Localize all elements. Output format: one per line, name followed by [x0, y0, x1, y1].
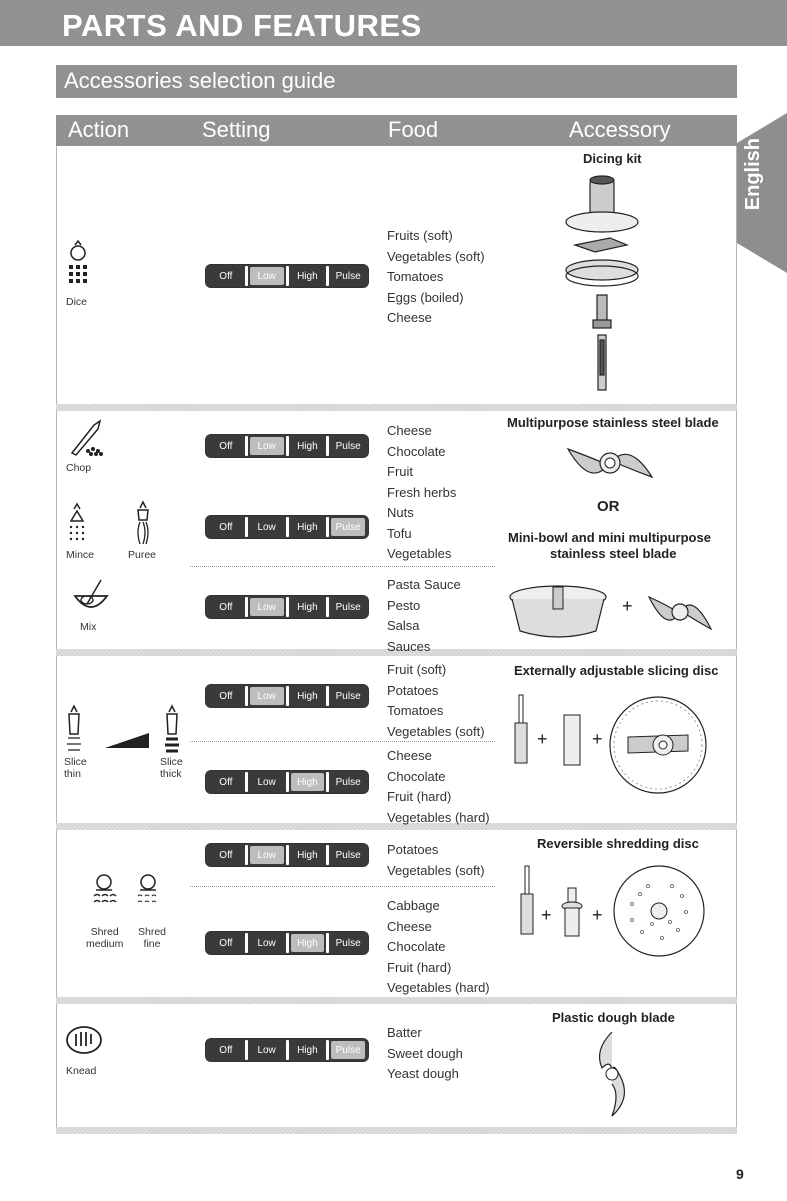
speed-switch-slice-hard: [205, 770, 369, 794]
multipurpose-blade-icon: [560, 437, 660, 492]
shred-fine-icon: [134, 872, 164, 910]
switch-high: High: [297, 849, 318, 861]
action-label-slice-thin: Slice thin: [64, 756, 87, 780]
chop-icon: [66, 417, 106, 457]
action-label-puree: Puree: [128, 549, 157, 561]
switch-low: Low: [257, 937, 276, 949]
action-label-mix: Mix: [80, 621, 97, 633]
slice-thin-icon: [64, 704, 86, 756]
switch-low: Low: [250, 437, 284, 455]
switch-high: High: [297, 440, 318, 452]
puree-icon: [132, 498, 154, 546]
switch-off: Off: [219, 1044, 233, 1056]
switch-high: High: [297, 521, 318, 533]
food-item: Sauces: [387, 638, 431, 654]
speed-switch-slice-soft: [205, 684, 369, 708]
food-list-dice: [387, 226, 485, 329]
switch-pulse: Pulse: [335, 690, 361, 702]
switch-low: Low: [250, 846, 284, 864]
page-number: 9: [736, 1166, 744, 1182]
food-list-mix: [387, 575, 461, 657]
speed-switch-knead: [205, 1038, 369, 1062]
switch-high: High: [297, 1044, 318, 1056]
food-item: Pesto: [387, 597, 421, 613]
food-item: Vegetables (hard): [387, 809, 490, 825]
switch-high: High: [291, 773, 325, 791]
switch-off: Off: [219, 776, 233, 788]
adapter-icon: [562, 715, 582, 767]
or-label: OR: [597, 498, 620, 515]
food-item: Sweet dough: [387, 1045, 463, 1061]
speed-switch-chop: [205, 434, 369, 458]
food-item: Tomatoes: [387, 269, 444, 284]
food-item: Nuts: [387, 505, 414, 520]
switch-low: Low: [250, 687, 284, 705]
subrow-divider: [190, 886, 495, 887]
food-item: Fruit (soft): [387, 662, 447, 677]
mini-bowl-icon: [508, 583, 608, 641]
food-item: Vegetables: [387, 546, 452, 561]
action-label-shred-fine: Shred fine: [138, 926, 167, 950]
switch-pulse: Pulse: [331, 1041, 365, 1059]
accessory-mini-bowl-line2: stainless steel blade: [550, 546, 677, 561]
accessory-shredding-disc: Reversible shredding disc: [537, 836, 699, 851]
food-item: Cheese: [387, 918, 432, 934]
action-label-chop: Chop: [66, 462, 92, 474]
food-item: Vegetables (soft): [387, 723, 485, 739]
switch-pulse: Pulse: [335, 601, 361, 613]
food-item: Chocolate: [387, 443, 446, 459]
plus-sign: +: [592, 729, 603, 749]
accessory-multipurpose-blade: Multipurpose stainless steel blade: [507, 415, 719, 430]
food-item: Potatoes: [387, 682, 439, 698]
switch-off: Off: [219, 270, 233, 282]
food-item: Potatoes: [387, 842, 439, 857]
speed-switch-mince: [205, 515, 369, 539]
column-food: Food: [388, 117, 439, 142]
switch-low: Low: [250, 598, 284, 616]
adapter-icon: [560, 888, 584, 938]
switch-off: Off: [219, 440, 233, 452]
food-list-slice-soft: [387, 660, 485, 742]
food-item: Chocolate: [387, 768, 446, 784]
switch-pulse: Pulse: [335, 937, 361, 949]
food-item: Cabbage: [387, 898, 440, 913]
mix-icon: [73, 578, 109, 618]
food-item: Fruit: [387, 464, 413, 479]
food-item: Fruit (hard): [387, 789, 452, 804]
switch-high: High: [291, 934, 325, 952]
slice-thick-icon: [162, 704, 184, 756]
slice-thickness-wedge-icon: [105, 733, 149, 749]
food-list-shred-soft: [387, 840, 485, 881]
switch-off: Off: [219, 690, 233, 702]
row-divider: [56, 404, 737, 411]
action-label-slice-thick: Slice thick: [160, 756, 183, 780]
plus-sign: +: [622, 596, 633, 616]
food-item: Cheese: [387, 423, 432, 438]
food-item: Cheese: [387, 310, 432, 325]
language-tab: [737, 113, 787, 273]
switch-off: Off: [219, 601, 233, 613]
dice-icon: [65, 240, 91, 290]
switch-low: Low: [257, 776, 276, 788]
food-list-shred-hard: [387, 896, 490, 999]
plus-sign: +: [537, 729, 548, 749]
slicing-disc-icon: [608, 695, 708, 795]
food-item: Vegetables (soft): [387, 862, 485, 878]
switch-high: High: [297, 601, 318, 613]
action-label-dice: Dice: [66, 296, 88, 308]
plus-sign: +: [541, 905, 552, 925]
accessory-slicing-disc: Externally adjustable slicing disc: [514, 663, 719, 678]
knead-icon: [64, 1020, 104, 1060]
dough-blade-icon: [590, 1028, 634, 1120]
switch-high: High: [297, 270, 318, 282]
food-item: Vegetables (soft): [387, 248, 485, 264]
switch-pulse: Pulse: [335, 440, 361, 452]
switch-pulse: Pulse: [331, 518, 365, 536]
switch-pulse: Pulse: [335, 849, 361, 861]
column-setting: Setting: [202, 117, 271, 142]
food-item: Batter: [387, 1025, 422, 1040]
switch-low: Low: [257, 1044, 276, 1056]
mini-blade-icon: [645, 587, 715, 639]
table-header: [56, 115, 737, 146]
switch-low: Low: [250, 267, 284, 285]
accessory-mini-bowl-line1: Mini-bowl and mini multipurpose: [508, 530, 711, 545]
speed-switch-mix: [205, 595, 369, 619]
title-bar: [0, 0, 787, 46]
language-tab-label: English: [742, 138, 764, 211]
action-label-mince: Mince: [66, 549, 95, 561]
food-item: Fruits (soft): [387, 228, 453, 243]
column-accessory: Accessory: [569, 117, 671, 142]
speed-switch-dice: [205, 264, 369, 288]
food-item: Eggs (boiled): [387, 289, 464, 305]
disc-stem-icon: [518, 866, 536, 936]
food-item: Vegetables (hard): [387, 980, 490, 995]
dicing-kit-icon: [565, 170, 655, 395]
food-item: Chocolate: [387, 939, 446, 954]
switch-low: Low: [257, 521, 276, 533]
food-item: Fruit (hard): [387, 959, 452, 975]
food-list-knead: [387, 1023, 463, 1085]
plus-sign: +: [592, 905, 603, 925]
food-list-chop: [387, 421, 456, 565]
switch-off: Off: [219, 521, 233, 533]
page-title: PARTS AND FEATURES: [62, 8, 422, 43]
food-item: Tomatoes: [387, 703, 444, 718]
food-item: Cheese: [387, 748, 432, 763]
switch-off: Off: [219, 937, 233, 949]
shred-medium-icon: [90, 872, 120, 910]
subrow-divider: [190, 566, 495, 567]
shredding-disc-icon: [612, 864, 706, 958]
speed-switch-shred-soft: [205, 843, 369, 867]
accessory-dough-blade: Plastic dough blade: [552, 1010, 675, 1025]
column-action: Action: [68, 117, 130, 142]
speed-switch-shred-hard: [205, 931, 369, 955]
section-title: Accessories selection guide: [64, 68, 336, 93]
switch-high: High: [297, 690, 318, 702]
row-divider: [56, 1127, 737, 1134]
food-item: Tofu: [387, 525, 412, 541]
section-bar: [56, 65, 737, 98]
switch-pulse: Pulse: [335, 776, 361, 788]
accessory-dicing-kit: Dicing kit: [583, 151, 642, 166]
switch-pulse: Pulse: [335, 270, 361, 282]
food-item: Fresh herbs: [387, 484, 457, 500]
mince-icon: [67, 499, 87, 543]
switch-off: Off: [219, 849, 233, 861]
food-list-slice-hard: [387, 746, 490, 828]
disc-stem-icon: [512, 695, 530, 765]
food-item: Pasta Sauce: [387, 577, 461, 592]
action-label-shred-medium: Shred medium: [86, 926, 124, 950]
food-item: Yeast dough: [387, 1066, 459, 1081]
food-item: Salsa: [387, 618, 420, 633]
action-label-knead: Knead: [66, 1065, 97, 1077]
